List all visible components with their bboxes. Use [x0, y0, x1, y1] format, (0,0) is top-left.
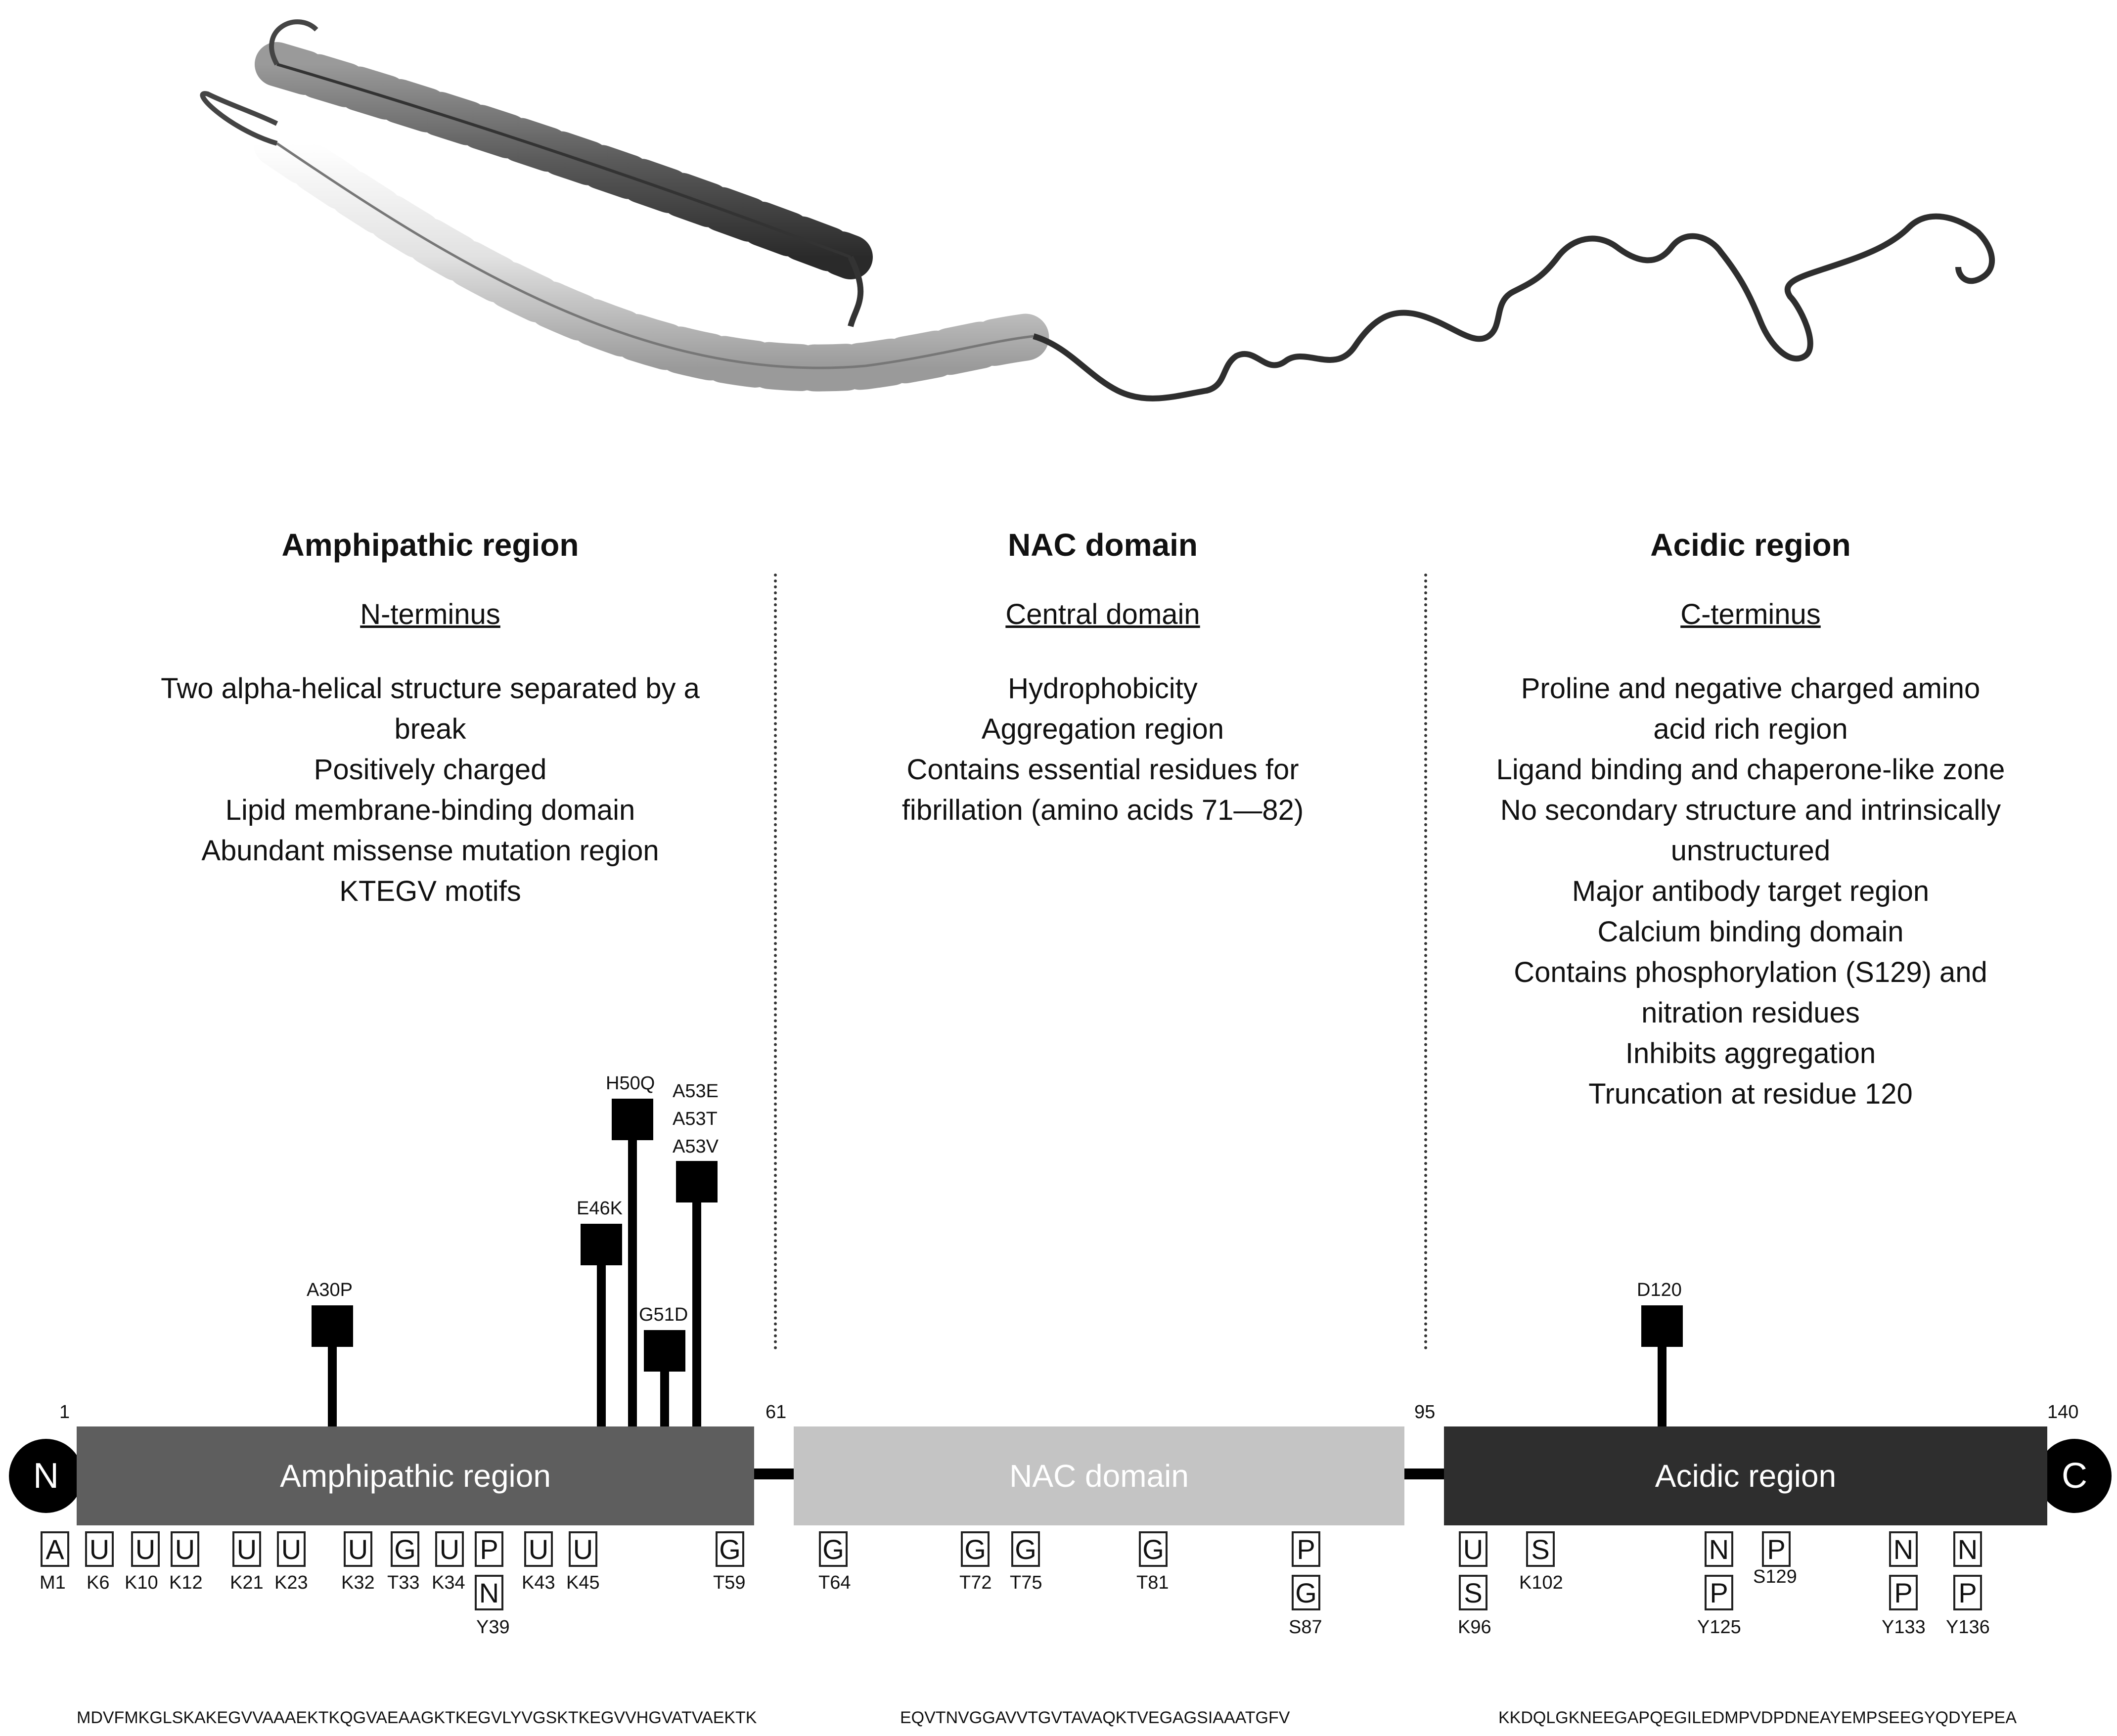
mutation-square [312, 1305, 353, 1347]
residue-label: T72 [959, 1572, 992, 1593]
desc-line: Proline and negative charged amino [1521, 672, 1981, 705]
column-description [1444, 668, 2057, 1114]
column-nac [811, 529, 1395, 831]
n-terminus-circle [9, 1439, 83, 1513]
desc-line: Positively charged [314, 754, 547, 786]
desc-line: break [394, 713, 466, 745]
column-description [129, 668, 732, 912]
desc-line: Truncation at residue 120 [1588, 1078, 1913, 1110]
residue-label: K34 [432, 1572, 465, 1593]
c-terminal-coil [1034, 217, 1992, 399]
residue-label: T75 [1010, 1572, 1042, 1593]
segment-label: Acidic region [1655, 1458, 1837, 1494]
desc-line: Lipid membrane-binding domain [225, 794, 635, 826]
residue-label: K96 [1458, 1617, 1491, 1638]
ptm-box: G [1011, 1531, 1040, 1567]
bar-connector [1404, 1469, 1444, 1479]
residue-label: K45 [566, 1572, 600, 1593]
residue-label: M1 [40, 1572, 66, 1593]
ptm-box: G [961, 1531, 990, 1567]
mutation-square [1641, 1305, 1683, 1347]
bar-connector [754, 1469, 794, 1479]
position-number: 95 [1414, 1402, 1436, 1423]
desc-line: Aggregation region [981, 713, 1224, 745]
mutation-label: E46K [577, 1198, 623, 1219]
mutation-stem [692, 1187, 701, 1429]
ptm-box: G [391, 1531, 419, 1567]
ptm-box: U [85, 1531, 114, 1567]
mutation-stem [597, 1246, 606, 1429]
desc-line: No secondary structure and intrinsically [1500, 794, 2001, 826]
mutation-stem [628, 1117, 637, 1429]
desc-line: Abundant missense mutation region [201, 835, 659, 867]
column-title: Acidic region [1650, 527, 1851, 563]
segment-label: NAC domain [1009, 1458, 1189, 1494]
ptm-box: P [1705, 1575, 1733, 1610]
desc-line: Calcium binding domain [1597, 916, 1904, 948]
protein-structure-image [0, 0, 2117, 445]
desc-line: Inhibits aggregation [1625, 1037, 1876, 1069]
nac-segment [794, 1426, 1404, 1525]
column-title: NAC domain [1008, 527, 1198, 563]
residue-label: K21 [230, 1572, 264, 1593]
mutation-stem [328, 1335, 337, 1429]
column-subtitle: C-terminus [1680, 598, 1821, 630]
n-terminus-label: N [33, 1456, 59, 1496]
ptm-box: S [1459, 1575, 1487, 1610]
column-subtitle: N-terminus [360, 598, 500, 630]
residue-label: Y136 [1946, 1617, 1990, 1638]
ptm-box: G [819, 1531, 848, 1567]
divider-right [1424, 574, 1427, 1350]
residue-label: K32 [341, 1572, 375, 1593]
ptm-box: U [131, 1531, 160, 1567]
ptm-box: A [41, 1531, 69, 1567]
mutation-label: A53E [673, 1081, 719, 1102]
desc-line: Contains phosphorylation (S129) and [1514, 956, 1987, 988]
column-description [811, 668, 1395, 831]
mutation-label: G51D [639, 1304, 688, 1325]
column-subtitle: Central domain [1005, 598, 1200, 630]
c-terminus-circle [2037, 1439, 2112, 1513]
column-amphipathic [129, 529, 732, 912]
residue-label: T33 [387, 1572, 420, 1593]
ptm-box: U [569, 1531, 597, 1567]
ptm-box: G [1292, 1575, 1320, 1610]
ptm-box: P [1762, 1531, 1791, 1567]
desc-line: Major antibody target region [1572, 875, 1930, 907]
divider-left [774, 574, 777, 1350]
ptm-box: U [1459, 1531, 1487, 1567]
position-number: 140 [2047, 1402, 2079, 1423]
residue-label: T64 [818, 1572, 851, 1593]
residue-label: Y39 [476, 1617, 510, 1638]
ptm-box: N [1953, 1531, 1982, 1567]
residue-label: Y125 [1697, 1617, 1741, 1638]
ptm-box: P [1292, 1531, 1320, 1567]
mutation-stem [1658, 1335, 1667, 1429]
mutation-label: A30P [307, 1280, 353, 1300]
residue-label: S129 [1753, 1566, 1797, 1587]
desc-line: nitration residues [1641, 997, 1860, 1029]
residue-label: K10 [125, 1572, 158, 1593]
mutation-square [612, 1099, 653, 1140]
amphipathic-segment [77, 1426, 754, 1525]
position-number: 61 [766, 1402, 787, 1423]
desc-line: Ligand binding and chaperone-like zone [1496, 754, 2005, 786]
residue-label: T59 [713, 1572, 746, 1593]
mutation-label: H50Q [606, 1073, 655, 1094]
mutation-label: A53V [673, 1136, 719, 1157]
desc-line: acid rich region [1653, 713, 1848, 745]
residue-label: S87 [1289, 1617, 1322, 1638]
column-title: Amphipathic region [281, 527, 579, 563]
ptm-box: U [344, 1531, 372, 1567]
desc-line: Contains essential residues for [906, 754, 1299, 786]
desc-line: Hydrophobicity [1008, 672, 1198, 705]
mutation-square [581, 1224, 622, 1265]
ptm-box: N [475, 1575, 503, 1610]
residue-label: K12 [169, 1572, 203, 1593]
c-terminus-label: C [2062, 1456, 2087, 1496]
residue-label: K23 [274, 1572, 308, 1593]
desc-line: Two alpha-helical structure separated by a [161, 672, 700, 705]
acidic-segment [1444, 1426, 2047, 1525]
mutation-square [644, 1330, 685, 1372]
ptm-box: N [1889, 1531, 1918, 1567]
ptm-box: U [524, 1531, 553, 1567]
residue-label: T81 [1136, 1572, 1169, 1593]
ptm-box: G [1139, 1531, 1168, 1567]
desc-line: unstructured [1670, 835, 1831, 867]
ptm-box: U [171, 1531, 199, 1567]
ptm-box: N [1705, 1531, 1733, 1567]
mutation-label: A53T [673, 1109, 718, 1129]
residue-label: K43 [522, 1572, 555, 1593]
ptm-box: P [475, 1531, 503, 1567]
residue-label: K102 [1519, 1572, 1563, 1593]
sequence-amphipathic: MDVFMKGLSKAKEGVVAAAEKTKQGVAEAAGKTKEGVLYVGSKTKEGVVHGVATVAEKTK [77, 1708, 757, 1727]
desc-line: KTEGV motifs [339, 875, 521, 907]
desc-line: fibrillation (amino acids 71—82) [901, 794, 1304, 826]
residue-label: Y133 [1882, 1617, 1926, 1638]
column-acidic [1444, 529, 2057, 1114]
ptm-box: U [277, 1531, 306, 1567]
ptm-box: U [232, 1531, 261, 1567]
sequence-acidic: KKDQLGKNEEGAPQEGILEDMPVDPDNEAYEMPSEEGYQDYEPEA [1498, 1708, 2017, 1727]
sequence-nac: EQVTNVGGAVVTGVTAVAQKTVEGAGSIAAATGFV [900, 1708, 1290, 1727]
ptm-box: P [1953, 1575, 1982, 1610]
ptm-box: S [1526, 1531, 1555, 1567]
ptm-box: G [716, 1531, 744, 1567]
residue-label: K6 [87, 1572, 110, 1593]
mutation-square [676, 1161, 718, 1202]
ptm-box: U [435, 1531, 464, 1567]
segment-label: Amphipathic region [280, 1458, 551, 1494]
ptm-box: P [1889, 1575, 1918, 1610]
mutation-label: D120 [1637, 1280, 1682, 1300]
position-number: 1 [59, 1402, 70, 1423]
